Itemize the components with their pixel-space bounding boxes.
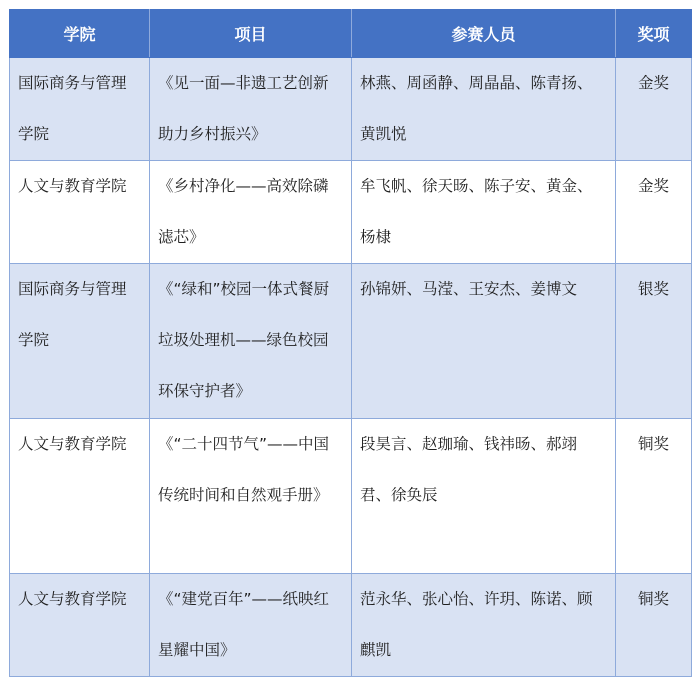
- cell-college: 国际商务与管理学院: [10, 264, 150, 419]
- table-row: [10, 264, 692, 419]
- header-college: 学院: [10, 10, 150, 58]
- cell-project: 《“建党百年”——纸映红星耀中国》: [150, 574, 352, 677]
- cell-members: 孙锦妍、马滢、王安杰、姜博文: [352, 264, 616, 419]
- cell-award: 金奖: [616, 58, 692, 161]
- awards-table: [9, 9, 692, 677]
- cell-award: 铜奖: [616, 419, 692, 574]
- header-members: 参赛人员: [352, 10, 616, 58]
- cell-project: 《“二十四节气”——中国传统时间和自然观手册》: [150, 419, 352, 574]
- table-row: [10, 419, 692, 574]
- cell-college: 国际商务与管理学院: [10, 58, 150, 161]
- cell-college: 人文与教育学院: [10, 419, 150, 574]
- cell-members: 范永华、张心怡、许玥、陈诺、顾麒凯: [352, 574, 616, 677]
- cell-project: 《见一面—非遗工艺创新助力乡村振兴》: [150, 58, 352, 161]
- header-project: 项目: [150, 10, 352, 58]
- cell-college: 人文与教育学院: [10, 161, 150, 264]
- table-header-row: [10, 10, 692, 58]
- header-award: 奖项: [616, 10, 692, 58]
- cell-project: 《乡村净化——高效除磷滤芯》: [150, 161, 352, 264]
- cell-project: 《“绿和”校园一体式餐厨垃圾处理机——绿色校园环保守护者》: [150, 264, 352, 419]
- cell-college: 人文与教育学院: [10, 574, 150, 677]
- table-row: [10, 161, 692, 264]
- cell-award: 铜奖: [616, 574, 692, 677]
- cell-members: 牟飞帆、徐天旸、陈子安、黄金、杨棣: [352, 161, 616, 264]
- cell-award: 金奖: [616, 161, 692, 264]
- table-row: [10, 58, 692, 161]
- table-row: [10, 574, 692, 677]
- cell-members: 林燕、周函静、周晶晶、陈青扬、黄凯悦: [352, 58, 616, 161]
- cell-award: 银奖: [616, 264, 692, 419]
- cell-members: 段昊言、赵珈瑜、钱祎旸、郝翊君、徐奂辰: [352, 419, 616, 574]
